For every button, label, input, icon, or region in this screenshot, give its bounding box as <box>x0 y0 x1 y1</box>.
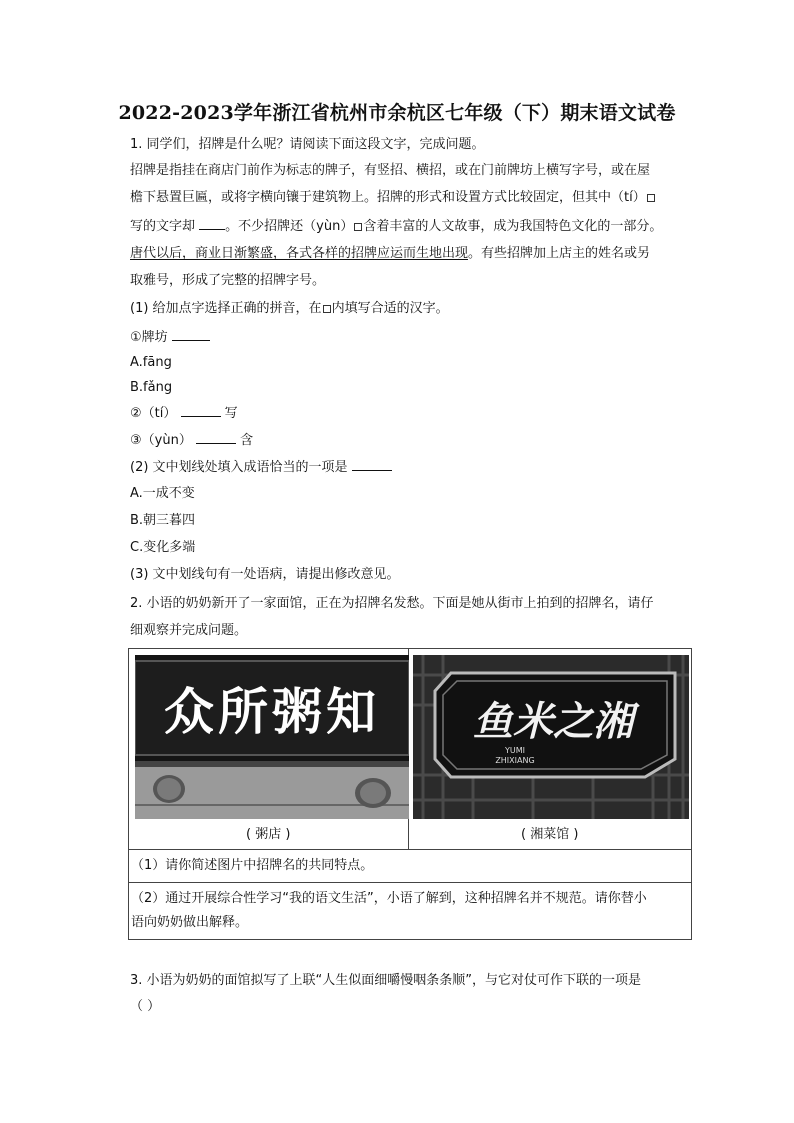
hunan-sign-photo <box>413 655 689 819</box>
q1-item2 <box>130 404 238 423</box>
q3-stem-line-1: 3. 小语为奶奶的面馆拟写了上联“人生似面细嚼慢咽条条顺”，与它对仗可作下联的一项是 <box>130 973 642 988</box>
q1-option-a1[interactable]: A.fāng <box>130 355 172 370</box>
sign-cell-hunan <box>408 649 692 850</box>
q1-sub3: (3) 文中划线句有一处语病，请提出修改意见。 <box>130 567 400 582</box>
passage-text: 檐下悬置巨匾，或将字横向镶于建筑物上。招牌的形式和设置方式比较固定，但其中（tí） <box>130 190 646 205</box>
passage-text: 含着丰富的人文故事，成为我国特色文化的一部分。 <box>363 219 663 234</box>
q2-stem-line-1: 2. 小语的奶奶新开了一家面馆，正在为招牌名发愁。下面是她从街市上拍到的招牌名，请仔 <box>130 596 654 611</box>
q1-passage-line-3 <box>130 217 662 236</box>
item-label: 含 <box>240 433 254 448</box>
sub-question-text: (1) 给加点字选择正确的拼音，在 <box>130 301 322 316</box>
q1-passage-line-2 <box>130 189 656 207</box>
q1-item3 <box>130 431 253 450</box>
passage-text: 写的文字却 <box>130 219 196 234</box>
q1-stem: 1. 同学们，招牌是什么呢？请阅读下面这段文字，完成问题。 <box>130 137 485 152</box>
page-title: 2022-2023学年浙江省杭州市余杭区七年级（下）期末语文试卷 <box>118 102 676 124</box>
q1-option-a2[interactable]: A.一成不变 <box>130 486 195 501</box>
answer-blank[interactable] <box>196 431 236 444</box>
sign2-text: 鱼米之湘 <box>472 698 633 745</box>
q1-sub1 <box>130 300 449 318</box>
porridge-sign-photo <box>135 655 409 819</box>
answer-blank[interactable] <box>181 404 221 417</box>
q2-sub1-text: （1）请你简述图片中招牌名的共同特点。 <box>131 858 374 873</box>
answer-blank[interactable] <box>352 458 392 471</box>
q2-sub1-row <box>129 850 692 883</box>
fill-box-icon[interactable] <box>647 194 655 202</box>
q1-passage-line-1: 招牌是指挂在商店门前作为标志的牌子，有竖招、横招，或在门前牌坊上横写字号，或在屋 <box>130 163 651 178</box>
item-label: ③（yùn） <box>130 433 192 448</box>
q1-option-b1[interactable]: B.fǎng <box>130 380 173 395</box>
passage-text: 。不少招牌还（yùn） <box>225 219 354 234</box>
hunan-sign-image <box>413 655 689 819</box>
passage-text: 。有些招牌加上店主的姓名或另 <box>468 246 651 261</box>
item-label: 写 <box>224 406 238 421</box>
sub-question-text: (2) 文中划线处填入成语恰当的一项是 <box>130 460 348 475</box>
q1-passage-line-4 <box>130 245 650 263</box>
sign-cell-porridge <box>129 649 409 850</box>
sign2-caption: ( 湘菜馆 ) <box>521 827 579 842</box>
sub-question-text: 内填写合适的汉字。 <box>331 301 449 316</box>
fill-box-icon <box>323 305 331 313</box>
sign1-text: 众所粥知 <box>164 683 380 741</box>
item-label: ①牌坊 <box>130 330 168 345</box>
q1-option-c2[interactable]: C.变化多端 <box>130 540 196 555</box>
q1-item1 <box>130 328 210 347</box>
q2-sub2-row <box>129 883 692 940</box>
signboard-table <box>128 648 692 940</box>
porridge-sign-image <box>135 655 409 819</box>
q2-stem-line-2: 细观察并完成问题。 <box>130 623 248 638</box>
fill-box-icon[interactable] <box>354 223 362 231</box>
item-label: ②（tí） <box>130 406 177 421</box>
q1-sub2 <box>130 458 392 477</box>
sign1-caption: ( 粥店 ) <box>246 827 291 842</box>
answer-blank[interactable] <box>172 328 210 341</box>
sign2-pinyin-line-2: ZHIXIANG <box>494 756 535 765</box>
sign2-pinyin-line-1: YUMI <box>504 746 525 755</box>
q2-sub2-line-2: 语向奶奶做出解释。 <box>131 915 249 930</box>
q1-passage-line-5: 取雅号，形成了完整的招牌字号。 <box>130 273 326 288</box>
q1-option-b2[interactable]: B.朝三暮四 <box>130 513 196 528</box>
underlined-sentence: 唐代以后，商业日渐繁盛，各式各样的招牌应运而生地出现 <box>130 246 469 261</box>
answer-blank[interactable] <box>199 217 225 230</box>
q2-sub2-line-1: （2）通过开展综合性学习“我的语文生活”，小语了解到，这种招牌名并不规范。请你替小 <box>131 891 647 906</box>
q3-stem-line-2[interactable]: （ ） <box>130 999 161 1014</box>
